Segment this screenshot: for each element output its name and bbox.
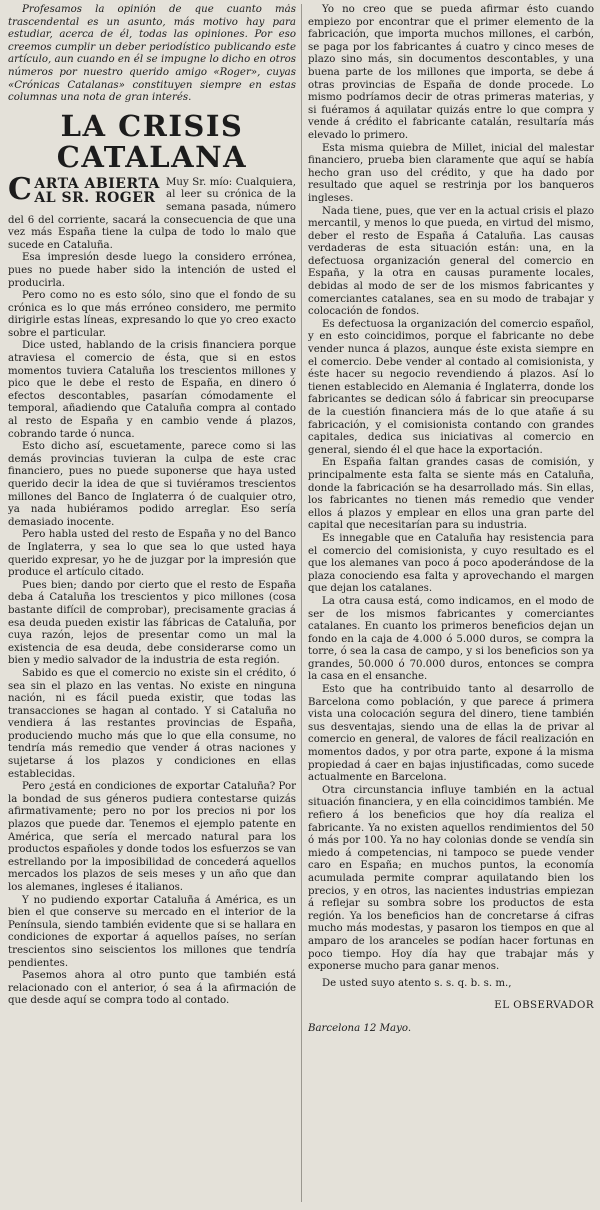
paragraph: Es innegable que en Cataluña hay resistencia para el comercio del comisionista, y cuyo resultado es el que los alemanes van poco á poco apoderándose de la plaza conociendo esa falta y aprovechando el margen que dejan los catalanes. <box>308 532 594 595</box>
paragraph: La otra causa está, como indicamos, en el modo de ser de los mismos fabricantes y comerciantes catalanes. En cuanto los primeros beneficios dejan un fondo en la caja de 4.000 ó 5.000 duros, se compra la torre, ó sea la casa de campo, y si los beneficios son ya grandes, 50.000 ó 70.000 duros, entonces se compra la casa en el ensanche. <box>308 595 594 683</box>
letter-title-initial: C <box>8 171 33 207</box>
headline: LA CRISIS CATALANA <box>56 108 248 174</box>
letter-closing: De usted suyo atento s. s. q. b. s. m., <box>322 977 512 989</box>
editorial-intro: Profesamos la opinión de que cuanto más trascendental es un asunto, más motivo hay para estudiar, acerca de él, todas las opiniones. Por eso creemos cumplir un deber periodístico publicando este artículo, aun cuando en él se impugne lo dicho en otros números por nuestro querido amigo «Roger», cuyas «Crónicas Catalanas» constituyen siempre en estas columnas una nota de gran interés. <box>8 4 296 104</box>
paragraph: Yo no creo que se pueda afirmar ésto cuando empiezo por encontrar que el primer elemento de la fabricación, que importa muchos millones, el carbón, se paga por los fabricantes á cuatro y cinco meses de plazo sino más, sin documentos descontables, y una buena parte de los millones que importa, se debe á otras provincias de España de donde procede. Lo mismo podríamos decir de otras primeras materias, y si fuéramos á aquilatar quizás entre lo que compra y vende á crédito el fabricante catalán, resultaría más elevado lo primero. <box>308 4 594 141</box>
letter-title <box>8 171 160 207</box>
paragraph: En España faltan grandes casas de comisión, y principalmente esta falta se siente más en Cataluña, donde la fabricación se ha desarrollado más. Sin ellas, los fabricantes no tienen más remedio que vender ellos á plazos y emplear en ellos una gran parte del capital que necesitarían para su industria. <box>308 457 594 532</box>
paragraph: Pero ¿está en condiciones de exportar Cataluña? Por la bondad de sus géneros pudiera contestarse quizás afirmativamente; pero no por los precios ni por los plazos que puede dar. Tenemos el ejemplo patente en América, que sería el mercado natural para los productos españoles y donde todos los esfuerzos se van estrellando por la imposibilidad de concederá aquellos mercados los plazos de seis meses y un año que dan los alemanes, ingleses é italianos. <box>8 781 296 893</box>
paragraph: Pero habla usted del resto de España y no del Banco de Inglaterra, y sea lo que sea lo que usted haya querido expresar, yo he de juzgar por la impresión que produce el artículo citado. <box>8 529 296 579</box>
dateline: Barcelona 12 Mayo. <box>308 1022 412 1034</box>
paragraph: Es defectuosa la organización del comercio español, y en esto coincidimos, porque el fabricante no debe vender nunca á plazos, aunque éste exista siempre en el comercio. Debe vender al contado al comisionista, y éste hacer su negocio revendiendo á plazos. Así lo tienen establecido en Alemania é Inglaterra, donde los fabricantes se dedican sólo á fabricar sin preocuparse de la cuestión financiera más de lo que atañe á su fabricación, y el comisionista contando con grandes capitales, dedica sus iniciativas al comercio en general, siendo él el que hace la exportación. <box>308 318 594 456</box>
paragraph: Esto dicho así, escuetamente, parece como si las demás provincias tuvieran la culpa de este crac financiero, pues no puede suponerse que haya usted querido decir la idea de que si tuviéramos trescientos millones del Banco de Inglaterra ó de cualquier otro, ya nada hubiéramos podido arreglar. Eso sería demasiado inocente. <box>8 441 296 528</box>
left-column <box>8 4 296 1202</box>
paragraph: Esto que ha contribuido tanto al desarrollo de Barcelona como población, y que parece á primera vista una colocación segura del dinero, tiene también sus desventajas, siendo una de ellas la de privar al comercio en general, de valores de fácil realización en momentos dados, y por otra parte, expone á la misma propiedad á caer en bajas injustificadas, como sucede actualmente en Barcelona. <box>308 684 594 784</box>
paragraph: Pasemos ahora al otro punto que también está relacionado con el anterior, ó sea á la afirmación de que desde aquí se compra todo al contado. <box>8 970 296 1007</box>
paragraph: Muy Sr. mío: Cualquiera, al leer su crónica de la semana pasada, número del 6 del corriente, sacará la consecuencia de que una vez más España tiene la culpa de todo lo malo que sucede en Cataluña. <box>8 176 296 251</box>
right-column <box>308 4 594 1202</box>
paragraph: Pues bien; dando por cierto que el resto de España deba á Cataluña los trescientos y pico millones (cosa bastante difícil de comprobar), precisamente gracias á esa deuda pueden existir las fábricas de Cataluña, por cuya razón, lejos de presentar como un mal la existencia de esa deuda, debe considerarse como un bien y medio salvador de la industria de esta región. <box>8 579 296 667</box>
paragraph: Sabido es que el comercio no existe sin el crédito, ó sea sin el plazo en las ventas. No existe en ninguna nación, ni es fácil pueda existir, que todas las transacciones se hagan al contado. Y si Cataluña no vendiera á las restantes provincias de España, produciendo mucho más que lo que ella consume, no tendría más remedio que vender á otras naciones y sujetarse á los plazos y condiciones en ellas establecidas. <box>8 667 296 780</box>
letter-title-line2: AL SR. ROGER <box>34 189 156 206</box>
paragraph: Otra circunstancia influye también en la actual situación financiera, y en ella coincidimos también. Me refiero á los beneficios que hoy día realiza el fabricante. Ya no existen aquellos rendimientos del 50 ó más por 100. Ya no hay colonias donde se vendía sin miedo á competencias, ni tampoco se puede vender caro en España; en muchos puntos, la economía acumulada permite comprar aquilatando bien los precios, y en otros, las nacientes industrias empiezan á reflejar su sombra sobre los productos de esta región. Ya los beneficios han de concretarse á cifras mucho más modestas, y pasaron los tiempos en que al amparo de los aranceles se podían hacer fortunas en poco tiempo. Hoy día hay que trabajar más y exponerse mucho para ganar menos. <box>308 784 594 973</box>
column-divider <box>301 4 302 1202</box>
paragraph: Esa impresión desde luego la considero errónea, pues no puede haber sido la intención de usted el producirla. <box>8 252 296 289</box>
paragraph: Dice usted, hablando de la crisis financiera porque atraviesa el comercio de ésta, que si en estos momentos tuviera Cataluña los trescientos millones y pico que le debe el resto de España, en dinero ó efectos descontables, pasarían cómodamente el temporal, añadiendo que Cataluña compra al contado al resto de España y en cambio vende á plazos, cobrando tarde ó nunca. <box>8 340 296 440</box>
paragraph: Nada tiene, pues, que ver en la actual crisis el plazo mercantil, y menos lo que pueda, en virtud del mismo, deber el resto de España á Cataluña. Las causas verdaderas de esta situación están: una, en la defectuosa organización general del comercio en España, y la otra en causas puramente locales, debidas al modo de ser de los mismos fabricantes y comerciantes catalanes, sea en su modo de trabajar y colocación de fondos. <box>308 205 594 318</box>
paragraph: Pero como no es esto sólo, sino que el fondo de su crónica es lo que más erróneo considero, me permito dirigirle estas líneas, expresando lo que yo creo exacto sobre el particular. <box>8 290 296 339</box>
paragraph: Esta misma quiebra de Millet, inicial del malestar financiero, prueba bien claramente que aquí se había hecho gran uso del crédito, y que ha dado por resultado que aquel se restrinja por los banqueros ingleses. <box>308 142 594 204</box>
paragraph: Y no pudiendo exportar Cataluña á América, es un bien el que conserve su mercado en el interior de la Península, siendo también evidente que si se hallara en condiciones de exportar á aquellos países, no serían trescientos sino seiscientos los millones que tendría pendientes. <box>8 894 296 969</box>
letter-title-line1: ARTA ABIERTA <box>34 175 160 192</box>
signature: EL OBSERVADOR <box>494 1000 594 1012</box>
